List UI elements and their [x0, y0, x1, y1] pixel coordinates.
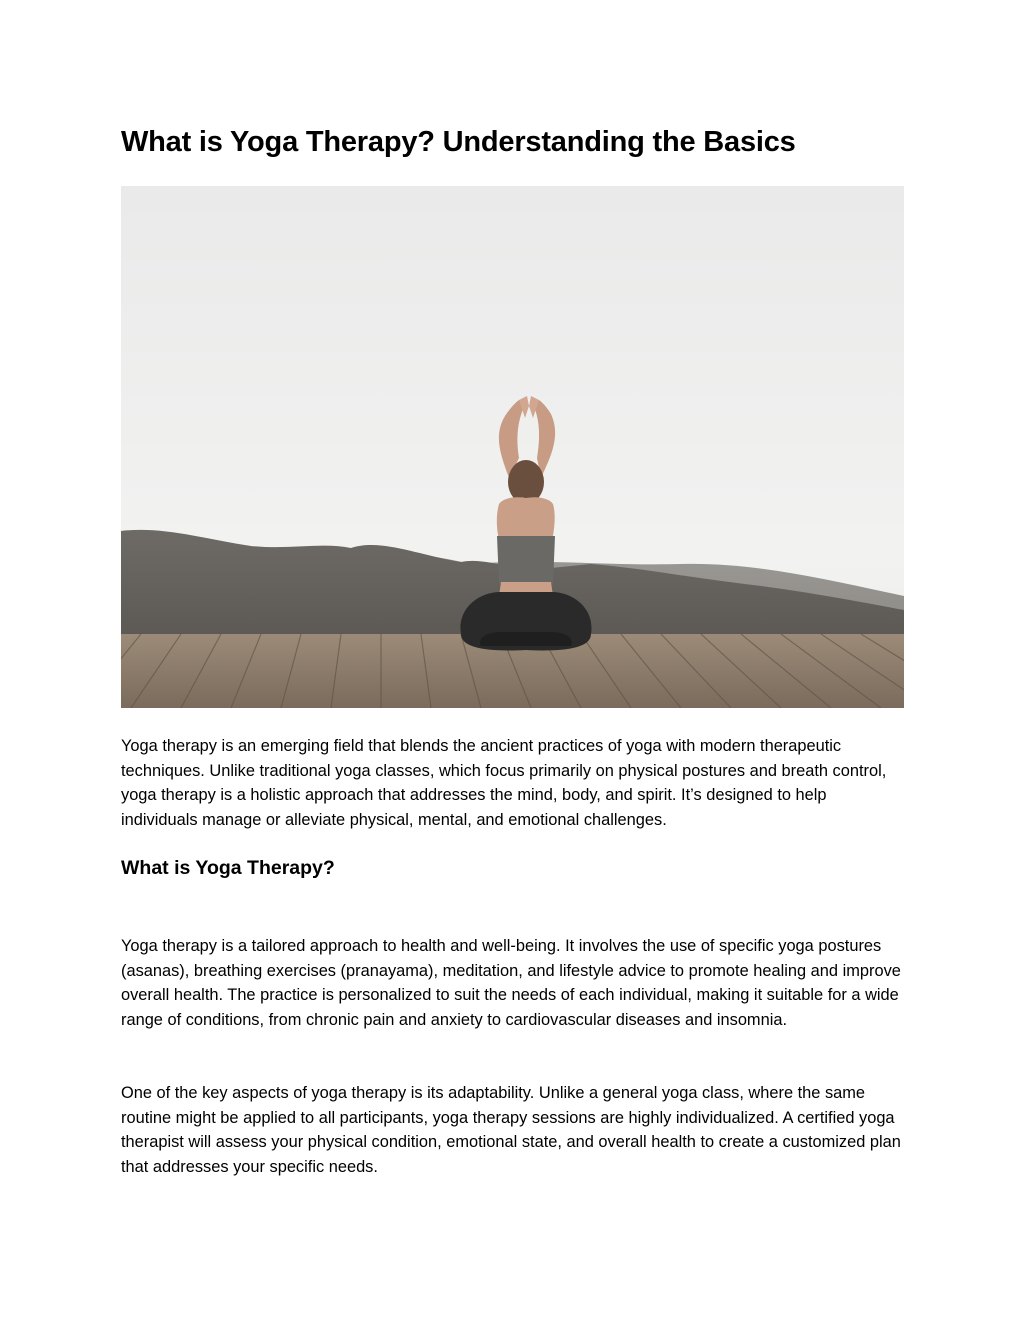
document-page	[121, 0, 906, 1325]
section-paragraph-1: Yoga therapy is a tailored approach to health and well-being. It involves the use of specific yoga postures (asanas), breathing exercises (pranayama), meditation, and lifestyle advice to promote healing and improve overall health. The practice is personalized to suit the needs of each individual, making it suitable for a wide range of conditions, from chronic pain and anxiety to cardiovascular diseases and insomnia.	[121, 937, 901, 1029]
section-paragraph-2: One of the key aspects of yoga therapy is its adaptability. Unlike a general yoga class, where the same routine might be applied to all participants, yoga therapy sessions are highly individualized. A certified yoga therapist will assess your physical condition, emotional state, and overall health to create a customized plan that addresses your specific needs.	[121, 1084, 901, 1176]
yoga-pose-illustration	[121, 186, 904, 708]
hero-image	[121, 186, 904, 708]
intro-paragraph: Yoga therapy is an emerging field that blends the ancient practices of yoga with modern therapeutic techniques. Unlike traditional yoga classes, which focus primarily on physical postures and breath control, yoga therapy is a holistic approach that addresses the mind, body, and spirit. It’s designed to help individuals manage or alleviate physical, mental, and emotional challenges.	[121, 737, 887, 829]
page-title: What is Yoga Therapy? Understanding the Basics	[121, 126, 796, 158]
section-heading: What is Yoga Therapy?	[121, 857, 335, 879]
